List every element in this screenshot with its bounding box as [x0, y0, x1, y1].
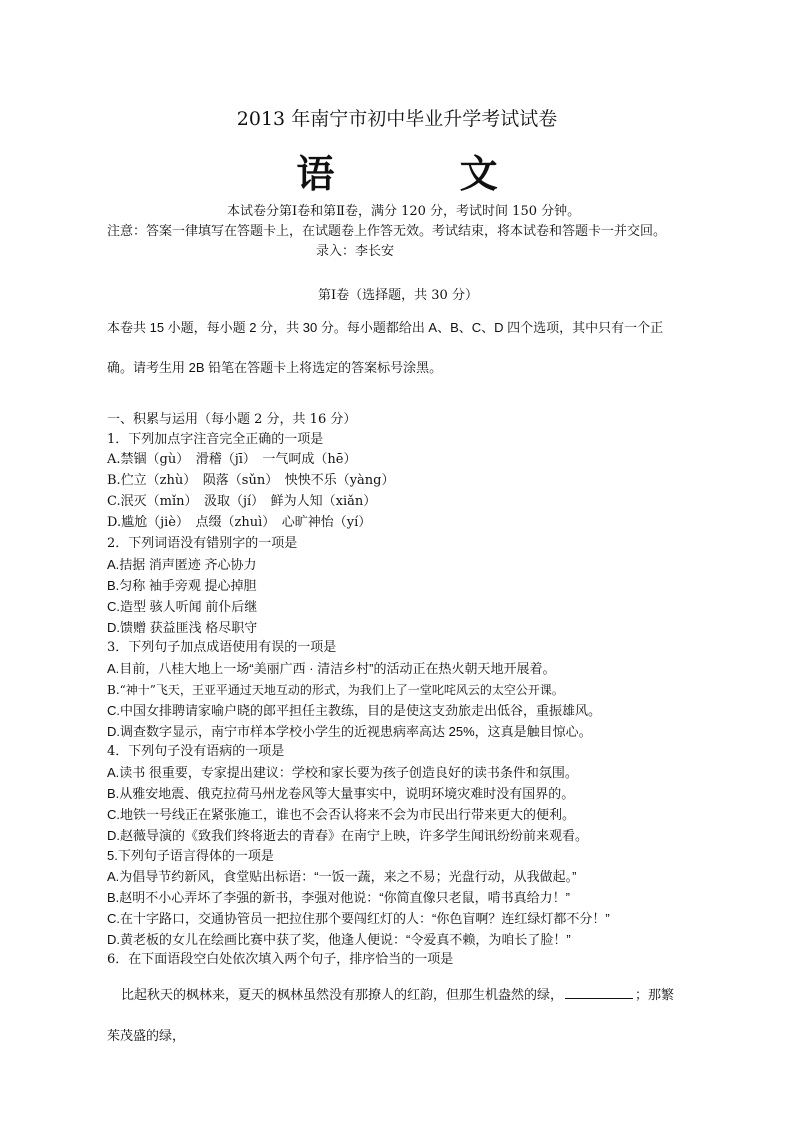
q1-option-a: A.禁锢（gù） 滑稽（jī） 一气呵成（hē）: [107, 452, 357, 467]
q5-stem: 5.下列句子语言得体的一项是: [107, 848, 274, 863]
q1-option-b: B.伫立（zhù） 陨落（sǔn） 怏怏不乐（yàng）: [107, 473, 395, 488]
part1-instructions-line1: 本卷共 15 小题，每小题 2 分，共 30 分。每小题都给出 A、B、C、D 四个选项，其中只有一个正: [107, 320, 664, 335]
recorder-credit: 录入：李长安: [316, 244, 395, 259]
q5-option-a: A.为倡导节约新风，食堂贴出标语：“一饭一蔬，来之不易；光盘行动，从我做起。”: [107, 869, 577, 884]
q2-option-d: D.馈赠 获益匪浅 格尽职守: [107, 620, 258, 635]
section1-heading: 一、积累与运用（每小题 2 分，共 16 分）: [107, 412, 357, 427]
q2-option-a: A.拮据 消声匿迹 齐心协力: [107, 557, 257, 572]
q2-stem: 2．下列词语没有错别字的一项是: [107, 536, 298, 551]
q6-passage-text-a: 比起秋天的枫林来，夏天的枫林虽然没有那撩人的红韵，但那生机盎然的绿，: [121, 987, 564, 1002]
q1-option-d: D.尴尬（jiè） 点缀（zhuì） 心旷神怡（yí）: [107, 515, 372, 530]
q4-stem: 4．下列句子没有语病的一项是: [107, 744, 285, 759]
subject-title: 语 文: [296, 151, 554, 196]
q3-option-c: C.中国女排聘请家喻户晓的郎平担任主教练，目的是使这支劲旅走出低谷，重振雄风。: [107, 703, 602, 718]
q3-option-a: A.目前，八桂大地上一场“美丽广西 · 清洁乡村”的活动正在热火朝天地开展着。: [107, 661, 556, 676]
q3-option-d: D.调查数字显示，南宁市样本学校小学生的近视患病率高达 25%，这真是触目惊心。: [107, 724, 592, 739]
exam-notice: 注意：答案一律填写在答题卡上，在试题卷上作答无效。考试结束，将本试卷和答题卡一并交回。: [107, 224, 667, 239]
exam-intro: 本试卷分第Ⅰ卷和第Ⅱ卷，满分 120 分，考试时间 150 分钟。: [227, 204, 581, 219]
exam-title: 2013 年南宁市初中毕业升学考试试卷: [236, 108, 558, 130]
q4-option-a: A.读书 很重要，专家提出建议：学校和家长要为孩子创造良好的读书条件和氛围。: [107, 765, 578, 780]
part1-instructions-line2: 确。请考生用 2B 铅笔在答题卡上将选定的答案标号涂黑。: [107, 360, 443, 375]
q5-option-b: B.赵明不小心弄坏了李强的新书，李强对他说：“你简直像只老鼠，啃书真给力！”: [107, 890, 570, 905]
q5-option-c: C.在十字路口，交通协管员一把拉住那个要闯红灯的人：“你色盲啊？连红绿灯都不分！”: [107, 911, 610, 926]
q2-option-b: B.匀称 袖手旁观 提心掉胆: [107, 578, 257, 593]
q5-option-d: D.黄老板的女儿在绘画比赛中获了奖，他逢人便说：“令爱真不赖，为咱长了脸！”: [107, 932, 571, 947]
q2-option-c: C.造型 骇人听闻 前仆后继: [107, 599, 258, 614]
q6-passage-line1: [121, 986, 674, 1003]
q4-option-d: D.赵薇导演的《致我们终将逝去的青春》在南宁上映，许多学生闻讯纷纷前来观看。: [107, 828, 589, 843]
fill-blank: [565, 986, 633, 999]
q1-stem: 1．下列加点字注音完全正确的一项是: [107, 432, 324, 447]
q6-stem: 6．在下面语段空白处依次填入两个句子，排序恰当的一项是: [107, 952, 454, 967]
q3-stem: 3．下列句子加点成语使用有误的一项是: [107, 640, 337, 655]
q6-passage-text-b: ；那繁: [635, 987, 675, 1002]
q1-option-c: C.泯灭（mǐn） 汲取（jí） 鲜为人知（xiǎn）: [107, 494, 377, 509]
q6-passage-line2: 茱茂盛的绿，: [107, 1028, 186, 1043]
q4-option-c: C.地铁一号线正在紧张施工，谁也不会否认将来不会为市民出行带来更大的便利。: [107, 807, 576, 822]
part1-title: 第Ⅰ卷（选择题，共 30 分）: [318, 288, 478, 303]
q4-option-b: B.从雅安地震、俄克拉荷马州龙卷风等大量事实中，说明环境灾难时没有国界的。: [107, 786, 575, 801]
q3-option-b: B.“神十”飞天，王亚平通过天地互动的形式，为我们上了一堂叱咤风云的太空公开课。: [107, 683, 564, 697]
